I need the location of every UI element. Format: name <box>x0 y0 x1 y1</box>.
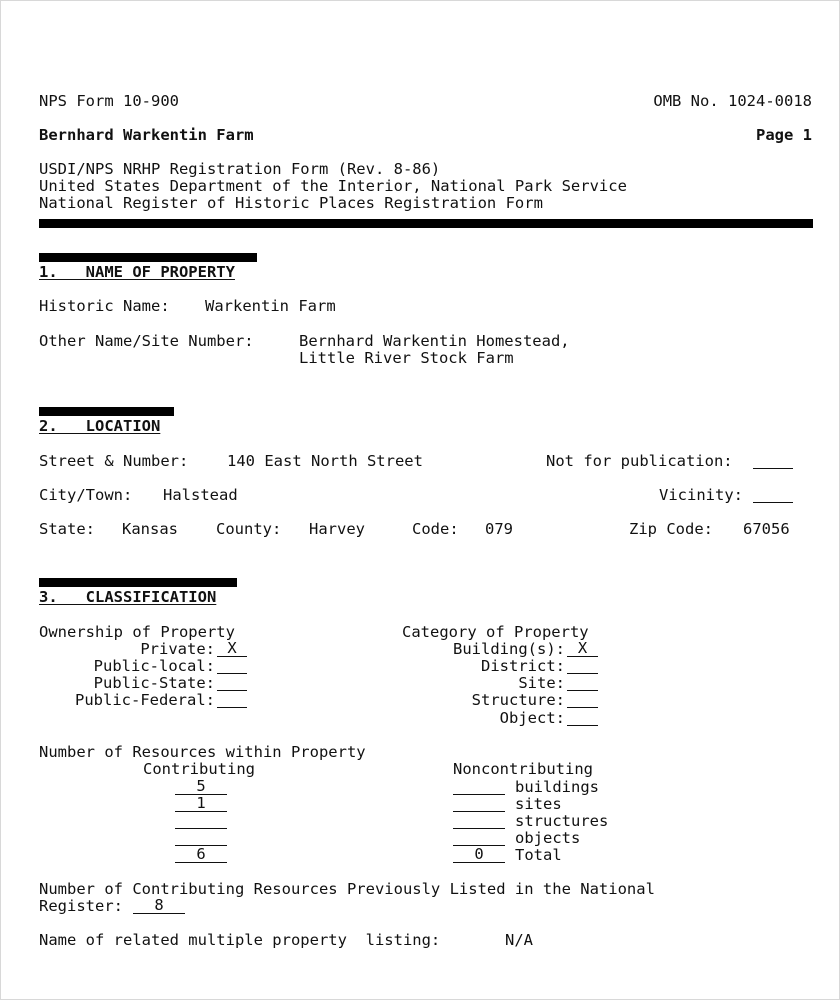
contributing-objects-count <box>175 830 227 846</box>
category-heading: Category of Property <box>402 623 589 641</box>
ownership-public-local-field <box>217 658 247 674</box>
other-name-label: Other Name/Site Number: <box>39 332 254 350</box>
street-value: 140 East North Street <box>227 452 423 470</box>
section-2-heading: 2. LOCATION <box>39 417 161 435</box>
county-label: County: <box>216 520 282 538</box>
state-label: State: <box>39 520 95 538</box>
noncontributing-sites-count <box>453 796 505 812</box>
category-district-field <box>567 658 598 674</box>
section-3-heading: 3. CLASSIFICATION <box>39 588 217 606</box>
vicinity-field <box>753 487 793 503</box>
section-1-bar <box>39 253 257 262</box>
ownership-public-federal-label: Public-Federal: <box>75 691 215 709</box>
section-2-bar <box>39 407 174 416</box>
contributing-structures-count <box>175 813 227 829</box>
vicinity-label: Vicinity: <box>659 486 743 504</box>
ownership-public-state-field <box>217 675 247 691</box>
category-buildings-field: X <box>567 641 598 657</box>
noncontributing-heading: Noncontributing <box>453 760 593 778</box>
category-site-field <box>567 675 598 691</box>
header-divider <box>39 219 813 228</box>
resource-type-sites: sites <box>515 795 562 813</box>
city-value: Halstead <box>163 486 238 504</box>
category-structure-field <box>567 692 598 708</box>
ownership-private-field: X <box>217 641 247 657</box>
omb-number: OMB No. 1024-0018 <box>653 92 812 110</box>
ownership-private-label: Private: <box>140 640 215 658</box>
code-value: 079 <box>485 520 513 538</box>
resource-type-buildings: buildings <box>515 778 599 796</box>
header-line-1: USDI/NPS NRHP Registration Form (Rev. 8-86) <box>39 160 441 178</box>
property-name: Bernhard Warkentin Farm <box>39 126 254 144</box>
register-count: 8 <box>133 898 185 914</box>
noncontributing-objects-count <box>453 830 505 846</box>
category-district-label: District: <box>481 657 565 675</box>
header-line-2: United States Department of the Interior, National Park Service <box>39 177 627 195</box>
noncontributing-total-count: 0 <box>453 847 505 863</box>
resources-heading: Number of Resources within Property <box>39 743 366 761</box>
ownership-public-local-label: Public-local: <box>93 657 215 675</box>
resource-type-objects: objects <box>515 829 581 847</box>
not-for-publication-label: Not for publication: <box>546 452 733 470</box>
section-3-bar <box>39 578 237 587</box>
multiple-property-value: N/A <box>505 931 533 949</box>
other-name-value-2: Little River Stock Farm <box>299 349 514 367</box>
state-value: Kansas <box>122 520 178 538</box>
ownership-public-state-label: Public-State: <box>93 674 215 692</box>
category-site-label: Site: <box>518 674 565 692</box>
header-line-3: National Register of Historic Places Registration Form <box>39 194 543 212</box>
resource-type-structures: structures <box>515 812 609 830</box>
contributing-buildings-count: 5 <box>175 779 227 795</box>
noncontributing-structures-count <box>453 813 505 829</box>
city-label: City/Town: <box>39 486 133 504</box>
form-number: NPS Form 10-900 <box>39 92 179 110</box>
contributing-heading: Contributing <box>143 760 255 778</box>
noncontributing-buildings-count <box>453 779 505 795</box>
category-object-field <box>567 710 598 726</box>
county-value: Harvey <box>309 520 365 538</box>
other-name-value-1: Bernhard Warkentin Homestead, <box>299 332 570 350</box>
category-buildings-label: Building(s): <box>453 640 565 658</box>
previously-listed-text: Number of Contributing Resources Previously Listed in the National <box>39 880 655 898</box>
historic-name-value: Warkentin Farm <box>205 297 336 315</box>
page-number: Page 1 <box>756 126 812 144</box>
category-structure-label: Structure: <box>471 691 565 709</box>
zip-value: 67056 <box>743 520 790 538</box>
street-label: Street & Number: <box>39 452 189 470</box>
ownership-public-federal-field <box>217 692 247 708</box>
contributing-sites-count: 1 <box>175 796 227 812</box>
historic-name-label: Historic Name: <box>39 297 170 315</box>
resource-type-total: Total <box>515 846 562 864</box>
register-label: Register: <box>39 897 123 915</box>
contributing-total-count: 6 <box>175 847 227 863</box>
not-for-publication-field <box>753 453 793 469</box>
code-label: Code: <box>412 520 459 538</box>
category-object-label: Object: <box>499 709 565 727</box>
multiple-property-label: Name of related multiple property listing: <box>39 931 441 949</box>
ownership-heading: Ownership of Property <box>39 623 235 641</box>
zip-label: Zip Code: <box>629 520 713 538</box>
section-1-heading: 1. NAME OF PROPERTY <box>39 263 235 281</box>
